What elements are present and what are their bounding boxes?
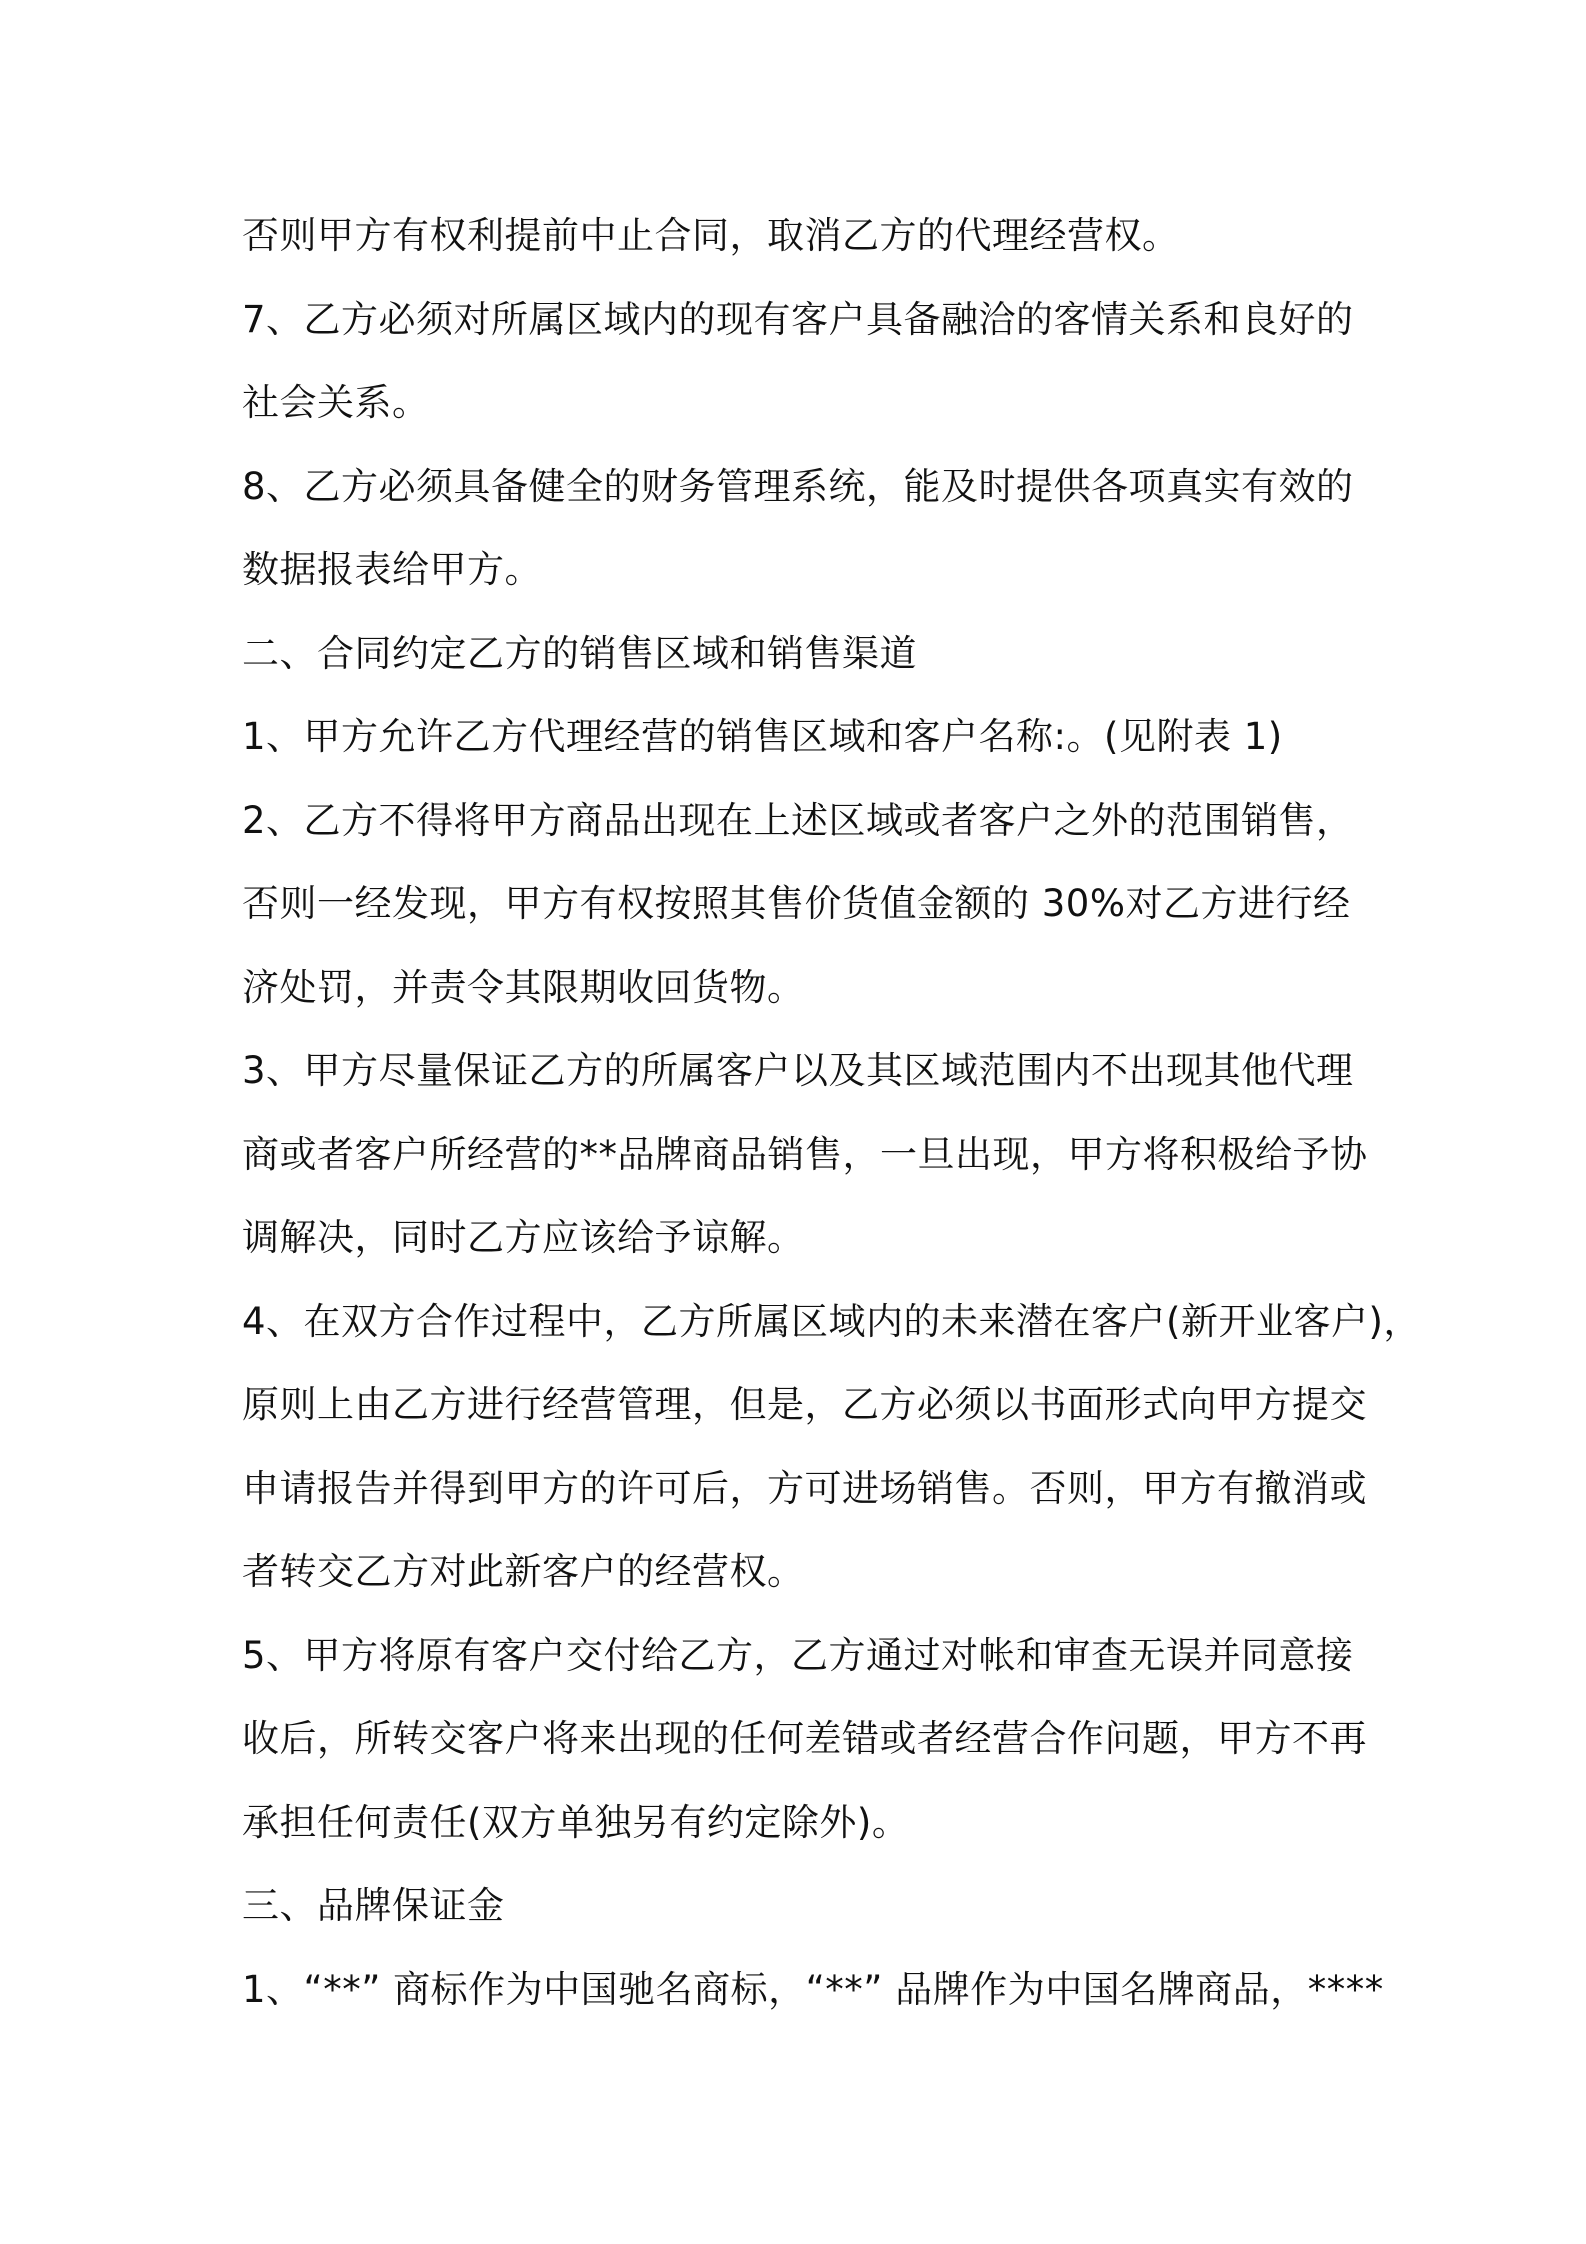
clause-1-line: 1、“**” 商标作为中国驰名商标，“**” 品牌作为中国名牌商品，**** [242,1967,1384,2011]
contract-body [242,194,1421,2031]
paragraph-line: 原则上由乙方进行经营管理，但是，乙方必须以书面形式向甲方提交 [242,1383,1367,1426]
clause-5-line: 5、甲方将原有客户交付给乙方，乙方通过对帐和审查无误并同意接 [242,1633,1354,1677]
paragraph-line: 调解决，同时乙方应该给予谅解。 [242,1216,805,1259]
paragraph-line: 社会关系。 [242,381,430,424]
paragraph-line: 承担任何责任(双方单独另有约定除外)。 [242,1800,910,1844]
paragraph-line: 否则一经发现，甲方有权按照其售价货值金额的 30%对乙方进行经 [242,882,1351,925]
clause-1-line: 1、甲方允许乙方代理经营的销售区域和客户名称:。(见附表 1) [242,715,1283,758]
paragraph-line: 否则甲方有权利提前中止合同，取消乙方的代理经营权。 [242,214,1180,257]
clause-4-line: 4、在双方合作过程中，乙方所属区域内的未来潜在客户(新开业客户)， [242,1299,1421,1343]
clause-2-line: 2、乙方不得将甲方商品出现在上述区域或者客户之外的范围销售， [242,798,1354,842]
paragraph-line: 济处罚，并责令其限期收回货物。 [242,965,805,1009]
paragraph-line: 申请报告并得到甲方的许可后，方可进场销售。否则，甲方有撤消或 [242,1466,1367,1510]
clause-7-line: 7、乙方必须对所属区域内的现有客户具备融洽的客情关系和良好的 [242,297,1354,341]
clause-8-line: 8、乙方必须具备健全的财务管理系统，能及时提供各项真实有效的 [242,464,1354,508]
clause-3-line: 3、甲方尽量保证乙方的所属客户以及其区域范围内不出现其他代理 [242,1049,1354,1092]
paragraph-line: 者转交乙方对此新客户的经营权。 [242,1550,805,1593]
paragraph-line: 商或者客户所经营的**品牌商品销售，一旦出现，甲方将积极给予协 [242,1132,1368,1176]
paragraph-line: 收后，所转交客户将来出现的任何差错或者经营合作问题，甲方不再 [242,1717,1367,1760]
paragraph-line: 数据报表给甲方。 [242,548,542,591]
section-heading-2: 二、合同约定乙方的销售区域和销售渠道 [242,631,917,675]
section-heading-3: 三、品牌保证金 [242,1884,505,1927]
